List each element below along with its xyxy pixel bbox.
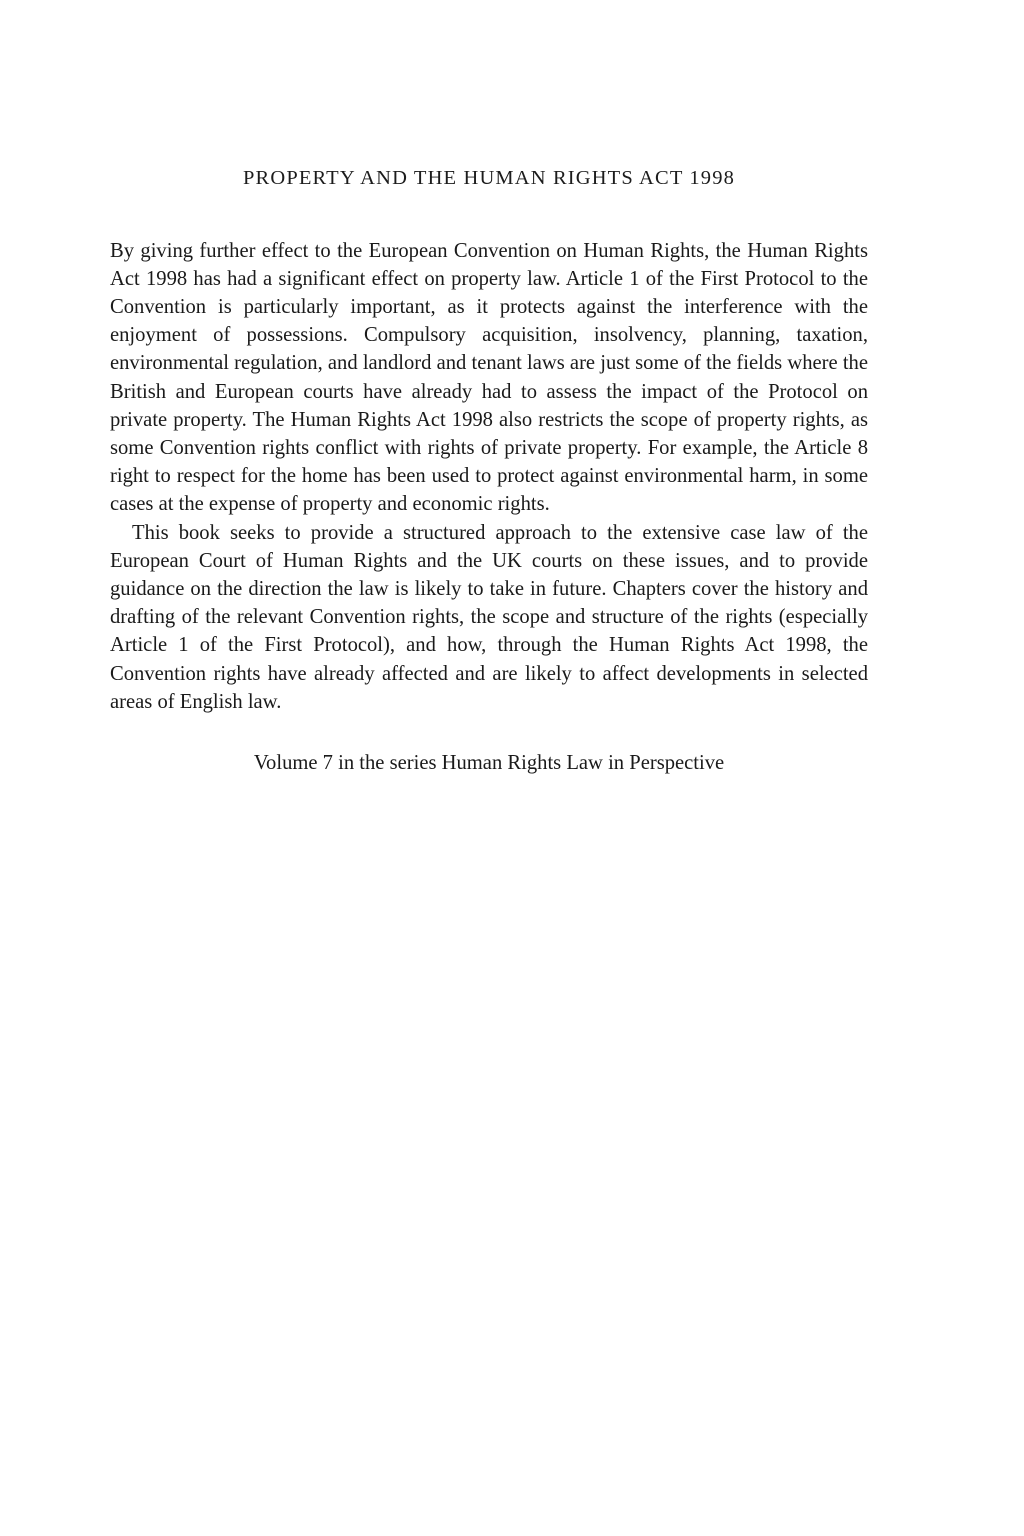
page-title: PROPERTY AND THE HUMAN RIGHTS ACT 1998	[243, 167, 735, 189]
blurb-paragraph-2: This book seeks to provide a structured approach to the extensive case law of the European Court of Human Rights and the UK courts on these issues, and to provide guidance on the direction the law is likely to take in future. Chapters cover the history and drafting of the relevant Convention rights, the scope and structure of the rights (especially Article 1 of the First Protocol), and how, through the Human Rights Act 1998, the Convention rights have already affected and are likely to affect developments in selected areas of English law.	[110, 521, 868, 713]
blurb-paragraph-1: By giving further effect to the European Convention on Human Rights, the Human Rights Act 1998 has had a significant effect on property law. Article 1 of the First Protocol to the Convention is particularly important, as it protects against the interference with the enjoyment of possessions. Compulsory acquisition, insolvency, planning, taxation, environmental regulation, and landlord and tenant laws are just some of the fields where the British and European courts have already had to assess the impact of the Protocol on private property. The Human Rights Act 1998 also restricts the scope of property rights, as some Convention rights conflict with rights of private property. For example, the Article 8 right to respect for the home has been used to protect against environmental harm, in some cases at the expense of property and economic rights.	[110, 239, 868, 516]
text-column	[110, 0, 868, 775]
series-note: Volume 7 in the series Human Rights Law in Perspective	[253, 752, 725, 775]
blurb-body	[110, 237, 868, 716]
